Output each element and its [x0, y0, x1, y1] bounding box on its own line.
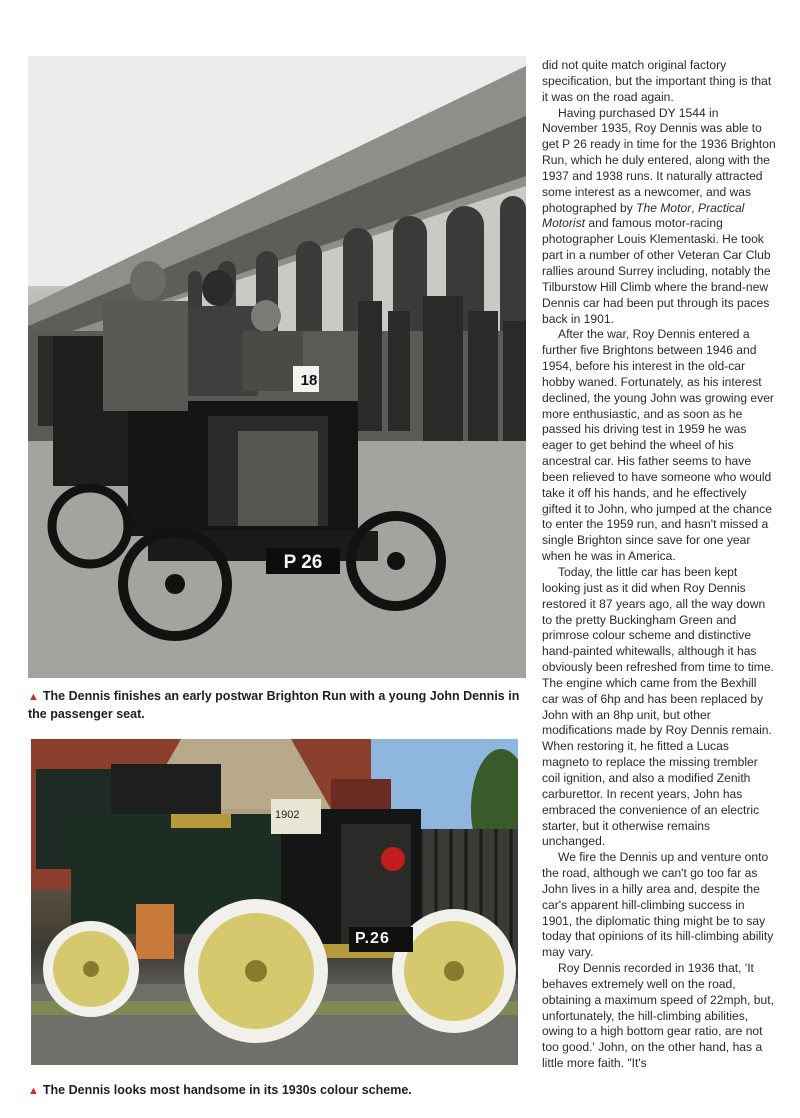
caption-top	[28, 688, 528, 723]
article-paragraph-4: Today, the little car has been kept looking just as it did when Roy Dennis restored it 87 years ago, all the way down to the pretty Buckingham Green and primrose colour scheme and distinctive hand-painted whitewalls, although it has obviously been refreshed from time to time. The engine which came from the Bexhill car was of 6hp and has been replaced by John with an 8hp unit, but other modifications made by Roy Dennis remain. When restoring it, he fitted a Lucas magneto to replace the missing trembler coil ignition, and also a modified Zenith carburettor. In recent years, John has embraced the convenience of an electric starter, but it otherwise remains unchanged.	[542, 565, 774, 849]
article-paragraph-2-part-a: Having purchased DY 1544 in November 1935, Roy Dennis was able to get P 26 ready in time for the 1936 Brighton Run, which he duly entered, along with the 1937 and 1938 runs. It naturally attracted some interest as a newcomer, and was photographed by	[542, 105, 776, 215]
number-plate-text: P 26	[283, 552, 323, 573]
number-plate-text-bottom: P.26	[355, 930, 390, 947]
publication-practical-motorist: Practical Motorist	[542, 200, 745, 231]
caption-triangle-icon: ▲	[28, 691, 39, 703]
publication-the-motor: The Motor	[636, 200, 692, 215]
photo-colour-scheme	[31, 739, 518, 1065]
year-plate-text: 1902	[275, 809, 300, 821]
article-column	[542, 58, 776, 1072]
race-number-text: 18	[300, 372, 318, 389]
article-paragraph-6: Roy Dennis recorded in 1936 that, 'It behaves extremely well on the road, obtaining a maximum speed of 22mph, but, unfortunately, the hill-climbing abilities, owing to a high bottom gear ratio, are not too good.' John, on the other hand, has a little more faith. "It's	[542, 961, 774, 1071]
article-paragraph-2-comma: ,	[691, 200, 698, 215]
article-paragraph-5: We fire the Dennis up and venture onto the road, although we can't go too far as John lives in a hilly area and, despite the car's apparent hill-climbing success in 1901, the diplomatic thing might be to say today that opinions of its hill-climbing ability may vary.	[542, 850, 774, 960]
caption-triangle-icon: ▲	[28, 1085, 39, 1097]
article-paragraph-2-part-b: and famous motor-racing photographer Louis Klementaski. He took part in a number of other Veteran Car Club rallies around Surrey including, notably the Tilburstow Hill Climb where the brand-new Dennis car had been put through its paces back in 1901.	[542, 216, 771, 326]
caption-top-text: The Dennis finishes an early postwar Brighton Run with a young John Dennis in the passenger seat.	[28, 689, 520, 721]
article-paragraph-1: did not quite match original factory specification, but the important thing is that it was on the road again.	[542, 58, 772, 104]
article-paragraph-2	[542, 106, 776, 328]
caption-bottom	[28, 1082, 528, 1100]
article-paragraph-3: After the war, Roy Dennis entered a further five Brightons between 1946 and 1954, before his interest in the old-car hobby waned. Fortunately, as his interest declined, the young John was growing ever more enthusiastic, and as soon as he passed his driving test in 1959 he was eager to get behind the wheel of his ancestral car. His father seems to have been relieved to have someone who would take it off his hands, and he effectively gifted it to John, who jumped at the chance to enter the 1959 run, and hasn't missed a single Brighton since save for one year when he was in America.	[542, 327, 774, 564]
photo-colour-scheme-illustration	[31, 739, 518, 1065]
caption-bottom-text: The Dennis looks most handsome in its 1930s colour scheme.	[42, 1083, 412, 1097]
photo-brighton-run	[28, 56, 526, 678]
photo-brighton-run-illustration	[28, 56, 526, 678]
